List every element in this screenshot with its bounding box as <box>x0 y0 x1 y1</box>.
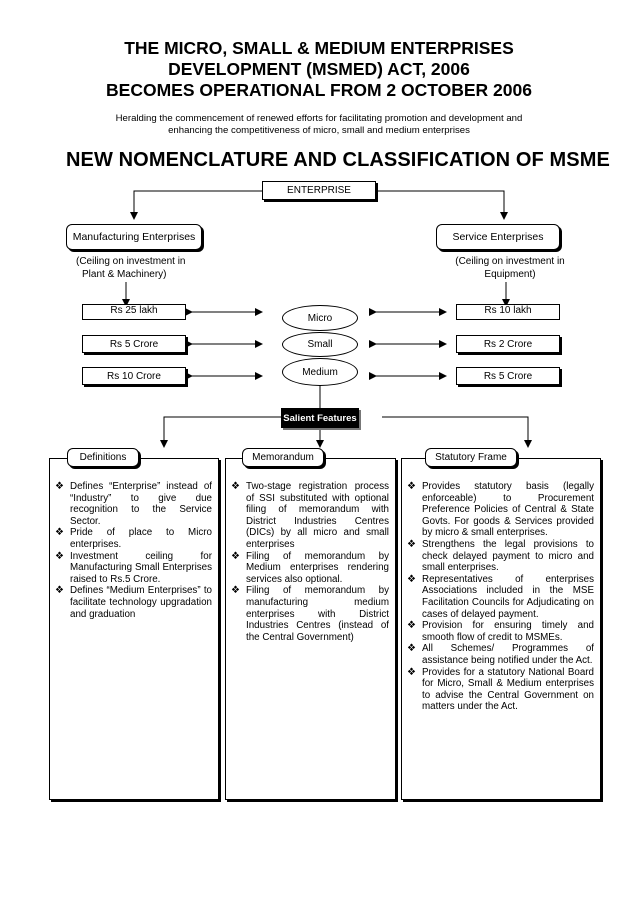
list-item <box>407 481 594 539</box>
list-item <box>407 667 594 713</box>
memorandum-text: Two-stage registration process of SSI substituted with optional filing of memorandum with District Industries Centres (DICs) by all micro and small enterprises <box>246 481 389 550</box>
definition-text: Defines “Medium Enterprises” to facilitate technology upgradation and graduation <box>70 585 212 620</box>
subtitle-line: enhancing the competitiveness of micro, small and medium enterprises <box>168 125 470 136</box>
service-micro-value: Rs 10 lakh <box>456 304 560 320</box>
note-line: (Ceiling on investment in <box>76 256 186 267</box>
memorandum-tab: Memorandum <box>242 448 324 467</box>
list-item <box>407 539 594 574</box>
memorandum-text: Filing of memorandum by Medium enterprises rendering services also optional. <box>246 550 389 585</box>
note-line: Equipment) <box>484 269 536 280</box>
note-line: (Ceiling on investment in <box>455 256 565 267</box>
title-line: DEVELOPMENT (MSMED) ACT, 2006 <box>168 59 470 79</box>
definition-text: Pride of place to Micro enterprises. <box>70 527 212 550</box>
diamond-bullet-icon: ❖ <box>231 585 240 597</box>
connector-enterprise-manufacturing <box>134 191 262 219</box>
memorandum-text: Filing of memorandum by manufacturing medium enterprises with District Industries Centres (instead of the Central Government) <box>246 585 389 643</box>
statutory-text: Provision for ensuring timely and smooth flow of credit to MSMEs. <box>422 620 594 643</box>
micro-category: Micro <box>282 305 358 331</box>
service-enterprises-node: Service Enterprises <box>436 224 560 250</box>
salient-features-node: Salient Features <box>281 408 359 428</box>
list-item <box>55 481 212 527</box>
statutory-text: Strengthens the legal provisions to check delayed payment to micro and small enterprises. <box>422 538 594 574</box>
medium-category: Medium <box>282 358 358 386</box>
service-small-value: Rs 2 Crore <box>456 335 560 353</box>
list-item <box>407 574 594 620</box>
service-ceiling-note <box>448 255 572 281</box>
list-item <box>55 585 212 620</box>
statutory-frame-tab: Statutory Frame <box>425 448 517 467</box>
title-line: THE MICRO, SMALL & MEDIUM ENTERPRISES <box>124 38 514 58</box>
diamond-bullet-icon: ❖ <box>231 550 240 562</box>
list-item <box>55 527 212 550</box>
small-category: Small <box>282 332 358 357</box>
manufacturing-micro-value: Rs 25 lakh <box>82 304 186 320</box>
diamond-bullet-icon: ❖ <box>55 585 64 597</box>
list-item <box>407 643 594 666</box>
diamond-bullet-icon: ❖ <box>407 573 416 585</box>
subtitle-line: Heralding the commencement of renewed efforts for facilitating promotion and development and <box>115 113 523 124</box>
diamond-bullet-icon: ❖ <box>231 481 240 492</box>
statutory-text: Representatives of enterprises Associations included in the MSE Facilitation Councils for Adjudicating on cases of delayed payment. <box>422 573 594 620</box>
diamond-bullet-icon: ❖ <box>407 666 416 678</box>
list-item <box>231 585 389 643</box>
connector-features-definitions <box>164 417 290 447</box>
manufacturing-small-value: Rs 5 Crore <box>82 335 186 353</box>
statutory-text: All Schemes/ Programmes of assistance being notified under the Act. <box>422 643 594 666</box>
diamond-bullet-icon: ❖ <box>407 620 416 632</box>
statutory-text: Provides statutory basis (legally enforceable) to Procurement Preference Policies of Central & State Govts. For goods & Services provided by micro & small enterprises. <box>422 481 594 539</box>
diamond-bullet-icon: ❖ <box>407 481 416 492</box>
list-item <box>55 551 212 586</box>
manufacturing-enterprises-node: Manufacturing Enterprises <box>66 224 202 250</box>
enterprise-node: ENTERPRISE <box>262 181 376 200</box>
title-line: BECOMES OPERATIONAL FROM 2 OCTOBER 2006 <box>106 80 532 100</box>
statutory-frame-panel <box>401 458 601 800</box>
definition-text: Defines “Enterprise” instead of “Industry” to give due recognition to the Service Sector. <box>70 481 212 527</box>
definition-text: Investment ceiling for Manufacturing Small Enterprises raised to Rs.5 Crore. <box>70 550 212 585</box>
memorandum-panel <box>225 458 396 800</box>
diamond-bullet-icon: ❖ <box>407 538 416 550</box>
diamond-bullet-icon: ❖ <box>55 481 64 492</box>
section-heading: NEW NOMENCLATURE AND CLASSIFICATION OF MSME <box>66 149 610 171</box>
list-item <box>407 620 594 643</box>
manufacturing-ceiling-note <box>76 255 186 281</box>
page-subtitle <box>80 113 558 137</box>
page-title <box>40 38 598 101</box>
list-item <box>231 481 389 551</box>
manufacturing-medium-value: Rs 10 Crore <box>82 367 186 385</box>
diamond-bullet-icon: ❖ <box>407 643 416 655</box>
note-line: Plant & Machinery) <box>82 269 167 280</box>
connector-features-statutory <box>382 417 528 447</box>
diamond-bullet-icon: ❖ <box>55 527 64 539</box>
diamond-bullet-icon: ❖ <box>55 550 64 562</box>
statutory-text: Provides for a statutory National Board for Micro, Small & Medium enterprises to advise the Central Government on matters under the Act. <box>422 666 594 713</box>
connector-enterprise-service <box>376 191 504 219</box>
service-medium-value: Rs 5 Crore <box>456 367 560 385</box>
definitions-panel <box>49 458 219 800</box>
definitions-tab: Definitions <box>67 448 139 467</box>
list-item <box>231 551 389 586</box>
